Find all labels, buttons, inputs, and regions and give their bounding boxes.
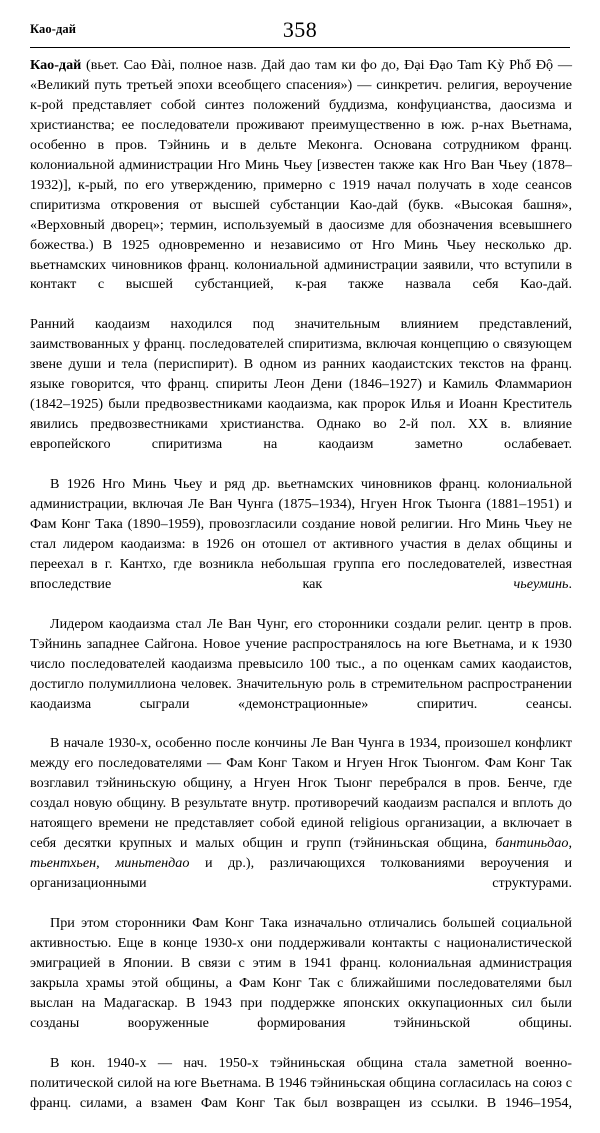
- text-run: ,: [568, 835, 572, 852]
- text-run: В кон. 1940-х — нач. 1950-х тэйниньская община стала заметной военно-политической силой на юге Вьетнама. В 1946 тэйниньская община согласилась на союз с франц. силами, а взамен Фам Конг Так был возвращен из ссылки. В 1946–1954,: [30, 1054, 572, 1111]
- paragraph-p7: [30, 1054, 572, 1133]
- page-number: 358: [282, 17, 318, 42]
- text-run: ,: [96, 855, 116, 872]
- header-divider-rule: [30, 47, 570, 48]
- text-run: и др.), различающихся толкованиями вероучения и организационными структурами.: [30, 855, 573, 892]
- article-body: [30, 56, 572, 1133]
- paragraph-p1: [30, 56, 572, 315]
- paragraph-p5: [30, 734, 572, 914]
- text-run: Лидером каодаизма стал Ле Ван Чунг, его сторонники создали религ. центр в пров. Тэйнинь западнее Сайгона. Новое учение распространялось на юге Вьетнама, и к 1930 число последователей каодаизма превысило 100 тыс., а по оценкам самих каодаистов, достигло полумиллиона человек. Значительную роль в стремительном распространении каодаизма сыграли «демонстрационные» спиритич. сеансы.: [30, 615, 572, 712]
- paragraph-p6: [30, 914, 572, 1054]
- text-run: Ранний каодаизм находился под значительным влиянием представлений, заимствованных у франц. последователей спиритизма, включая концепцию о связующем звене души и тела (периспирит). В одном из ранних каодаистских текстов на франц. языке говорится, что франц. спириты Леон Дени (1846–1927) и Камиль Фламмарион (1842–1925) были предвозвестниками каодаизма, как пророк Илья и Иоанн Креститель явились предвозвестниками христианства. Однако во 2-й пол. XX в. влияние европейского спиритизма на каодаизм заметно ослабевает.: [30, 316, 572, 453]
- article-headword: Као-дай: [30, 57, 82, 73]
- text-run: В 1926 Нго Минь Чьеу и ряд др. вьетнамских чиновников франц. колониальной администрации, включая Ле Ван Чунга (1875–1934), Нгуен Нгок Тыонга (1881–1951) и Фам Конг Така (1890–1959), провозгласили создание новой религии. Нго Минь Чьеу не стал лидером каодаизма: в 1926 он отошел от активного участия в делах общины и переехал в г. Кантхо, где возникла небольшая группа его последователей, известная впоследствие как: [30, 476, 572, 592]
- text-run: При этом сторонники Фам Конг Така изначально отличались большей социальной активностью. Еще в конце 1930-х они поддерживали контакты с националистической эмиграцией в Японии. В связи с этим в 1941 франц. колониальная администрация закрыла храмы этой общины, а Фам Конг Так с ближайшими последователями был выслан на Мадагаскар. В 1943 при поддержке японских оккупационных сил были созданы вооруженные формирования тэйниньской общины.: [30, 914, 572, 1031]
- paragraph-p2: [30, 315, 572, 475]
- paragraph-p3: [30, 475, 572, 615]
- running-head-title: Као-дай: [30, 22, 77, 36]
- italic-term: тьентхьен: [30, 855, 97, 872]
- running-head: [30, 17, 570, 46]
- text-run: .: [568, 575, 572, 592]
- italic-term: миньтендао: [115, 855, 190, 872]
- text-run: В начале 1930-х, особенно после кончины Ле Ван Чунга в 1934, произошел конфликт между его последователями — Фам Конг Таком и Нгуен Нгок Тыонгом. Фам Конг Так возглавил тэйниньскую общину, а Нгуен Нгок Тыонг перебрался в пров. Бенче, где создал новую общину. В результате внутр. противоречий каодаизм распался и вплоть до натоящего времени не представляет собой единой religious организации, а включает в себя десятки крупных и малых общин и групп (тэйниньская община,: [30, 735, 572, 852]
- italic-term: чьеуминь: [513, 575, 569, 592]
- paragraph-p4: [30, 615, 572, 735]
- text-run: (вьет. Cao Đài, полное назв. Дай дао там ки фо до, Đại Đạo Tam Kỳ Phổ Độ — «Великий путь третьей эпохи всеобщего спасения») — синкретич. религия, вероучение к-рой представляет собой синтез положений буддизма, конфуцианства, даосизма и христианства; ее последователи проживают преимущественно в юж. р-нах Вьетнама, особенно в пров. Тэйнинь и в дельте Меконга. Основана сотрудником франц. колониальной администрации Нго Минь Чьеу [известен также как Нго Ван Чьеу (1878–1932)], к-рый, по его утверждению, примерно с 1919 начал получать в ходе сеансов спиритизма откровения от высшей субстанции Као-дай (букв. «Высокая башня», «Верховный дворец»; термин, используемый в даосизме для обозначения всевышнего божества.) В 1925 одновременно и независимо от Нго Минь Чьеу несколько др. вьетнамских чиновников франц. колониальной администрации заявили, что вступили в контакт с высшей субстанцией, к-рая также назвала себя Као-дай.: [30, 57, 572, 293]
- italic-term: бантиньдао: [495, 835, 569, 852]
